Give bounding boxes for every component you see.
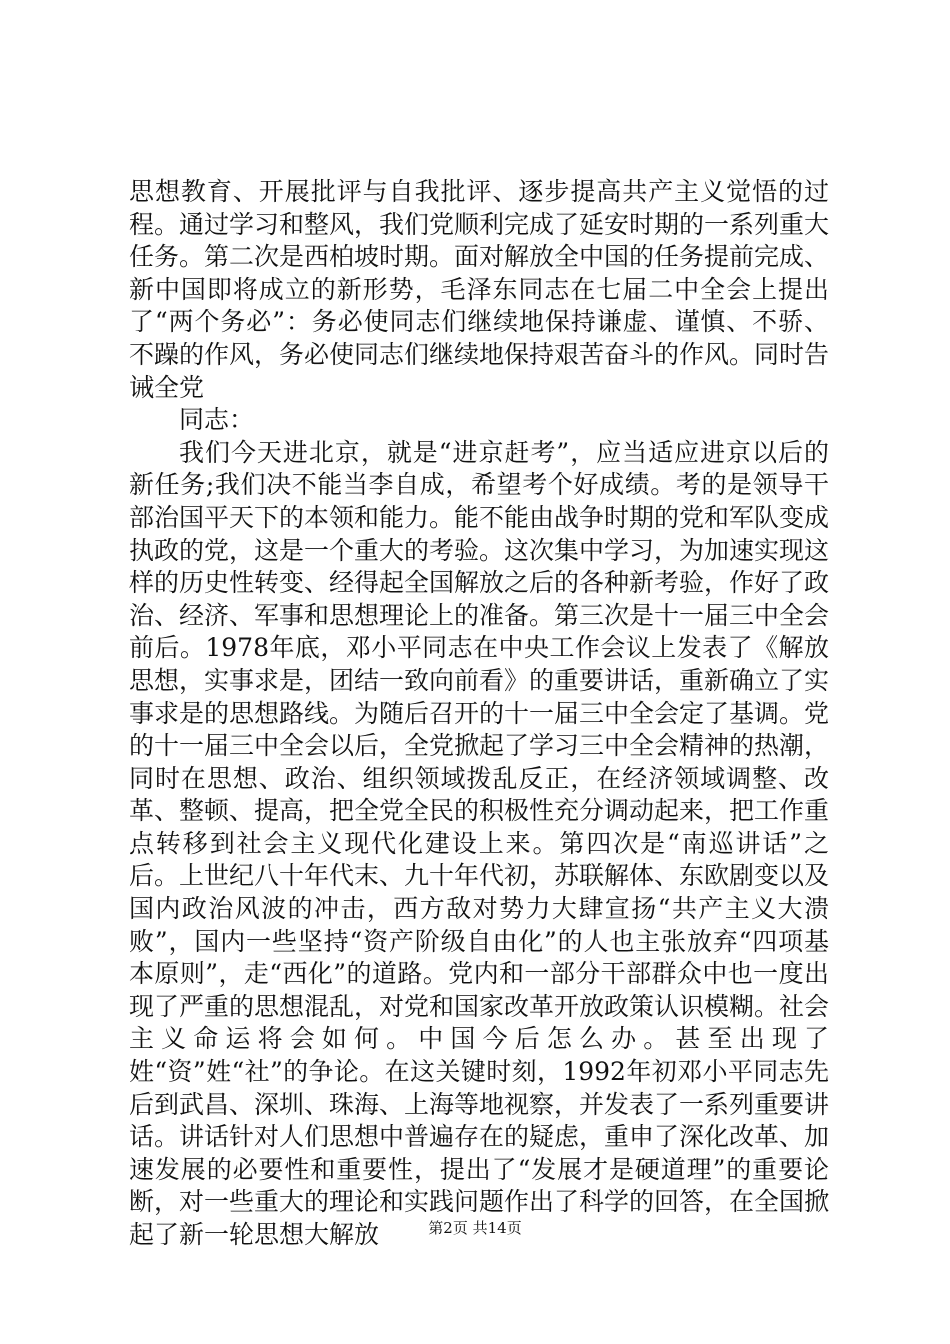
paragraph-1: 思想教育、开展批评与自我批评、逐步提高共产主义觉悟的过程。通过学习和整风，我们党顺利完成了延安时期的一系列重大任务。第二次是西柏坡时期。面对解放全中国的任务提前完成、新中国即将成立的新形势，毛泽东同志在七届二中全会上提出了“两个务必”：务必使同志们继续地保持谦虚、谨慎、不骄、不躁的作风，务必使同志们继续地保持艰苦奋斗的作风。同时告诫全党: [129, 177, 830, 402]
paragraph-2: 同志：: [179, 405, 255, 435]
paragraph-3: 我们今天进北京，就是“进京赶考”，应当适应进京以后的新任务;我们决不能当李自成，希望考个好成绩。考的是领导干部治国平天下的本领和能力。能不能由战争时期的党和军队变成执政的党，这是一个重大的考验。这次集中学习，为加速实现这样的历史性转变、经得起全国解放之后的各种新考验，作好了政治、经济、军事和思想理论上的准备。第三次是十一届三中全会前后。1978年底，邓小平同志在中央工作会议上发表了《解放思想，实事求是，团结一致向前看》的重要讲话，重新确立了实事求是的思想路线。为随后召开的十一届三中全会定了基调。党的十一届三中全会以后，全党掀起了学习三中全会精神的热潮，同时在思想、政治、组织领域拨乱反正，在经济领域调整、改革、整顿、提高，把全党全民的积极性充分调动起来，把工作重点转移到社会主义现代化建设上来。第四次是“南巡讲话”之后。上世纪八十年代末、九十年代初，苏联解体、东欧剧变以及国内政治风波的冲击，西方敌对势力大肆宣扬“共产主义大溃败”，国内一些坚持“资产阶级自由化”的人也主张放弃“四项基本原则”，走“西化”的道路。党内和一部分干部群众中也一度出现了严重的思想混乱，对党和国家改革开放政策认识模糊。社会主义命运将会如何。中国今后怎么办。甚至出现了姓“资”姓“社”的争论。在这关键时刻，1992年初邓小平同志先后到武昌、深圳、珠海、上海等地视察，并发表了一系列重要讲话。讲话针对人们思想中普遍存在的疑虑，重申了深化改革、加速发展的必要性和重要性，提出了“发展才是硬道理”的重要论断，对一些重大的理论和实践问题作出了科学的回答，在全国掀起了新一轮思想大解放: [129, 437, 830, 1249]
page-footer: [0, 1218, 950, 1238]
document-body: [129, 176, 829, 1252]
page-number-label: 第2页 共14页: [428, 1219, 522, 1237]
